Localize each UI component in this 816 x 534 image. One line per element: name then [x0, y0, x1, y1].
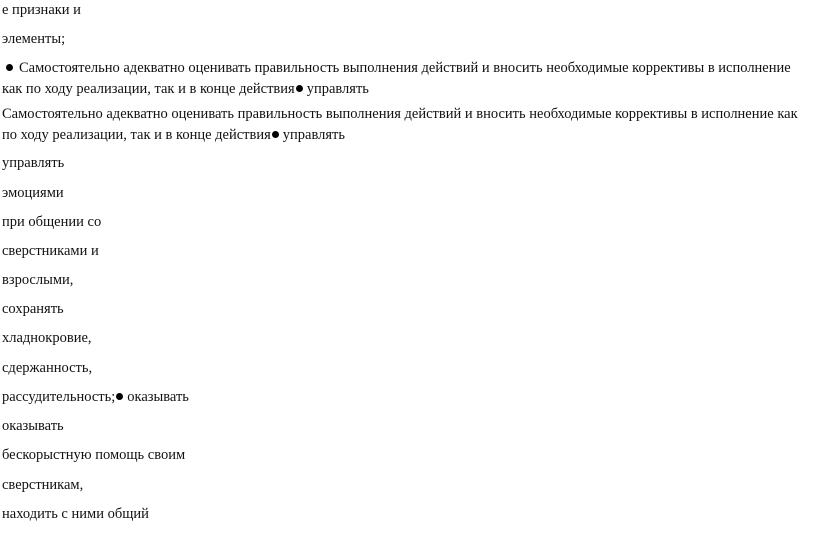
text-line: [2, 212, 101, 232]
text-line: [2, 183, 64, 203]
text: рассудительность;: [2, 389, 116, 405]
text-tail: оказывать: [127, 389, 189, 405]
text: сверстниками и: [2, 243, 99, 259]
text: е признаки и: [2, 2, 81, 18]
paragraph-tail: управлять: [306, 81, 369, 97]
text-line: [2, 445, 185, 465]
paragraph-bulleted: [2, 58, 808, 100]
text: управлять: [2, 155, 65, 171]
text-line: [2, 270, 73, 290]
bullet-dot-icon: [116, 393, 123, 400]
text-line: [2, 241, 99, 261]
text: эмоциями: [2, 185, 64, 201]
text-line: [2, 358, 92, 378]
bullet-dot-icon: [6, 64, 13, 71]
text: при общении со: [2, 214, 102, 230]
text: сверстникам,: [2, 477, 84, 493]
paragraph-text: Самостоятельно адекватно оценивать правильность выполнения действий и вносить необходимые коррективы в исполнение как по ходу реализации, так и в конце действия: [2, 106, 798, 143]
text: сохранять: [2, 301, 64, 317]
text: сдержанность,: [2, 360, 93, 376]
text: бескорыстную помощь своим: [2, 447, 186, 463]
text: находить с ними общий: [2, 506, 149, 522]
text: оказывать: [2, 418, 64, 434]
bullet-dot-icon: [272, 131, 279, 138]
text-line: [2, 299, 64, 319]
text-line: [2, 504, 149, 524]
text-line: [2, 387, 189, 407]
bullet-dot-icon: [296, 85, 303, 92]
text-line: [2, 328, 92, 348]
paragraph: [2, 104, 808, 146]
text-line: [2, 0, 81, 20]
text: элементы;: [2, 31, 66, 47]
text-line: [2, 475, 83, 495]
text: взрослыми,: [2, 272, 74, 288]
text: хладнокровие,: [2, 330, 92, 346]
text-line: [2, 153, 64, 173]
paragraph-tail: управлять: [282, 127, 345, 143]
paragraph-text: Самостоятельно адекватно оценивать правильность выполнения действий и вносить необходимые коррективы в исполнение как по ходу реализации, так и в конце действия: [2, 60, 791, 97]
text-line: [2, 29, 65, 49]
text-line: [2, 416, 64, 436]
